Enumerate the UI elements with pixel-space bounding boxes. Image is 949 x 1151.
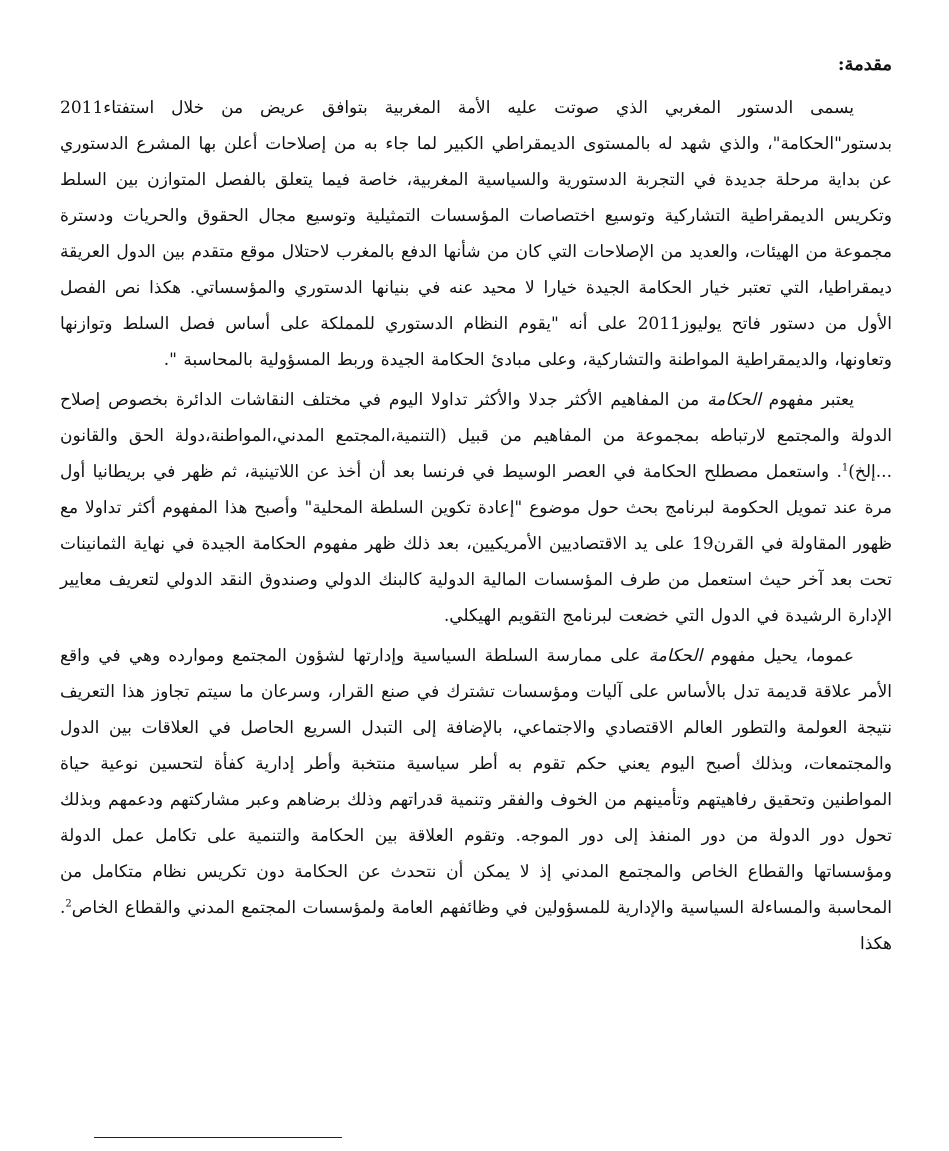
paragraph-3-tail: . هكذا [60, 898, 892, 954]
paragraph-3-lead: عموما، يحيل مفهوم [702, 646, 854, 666]
paragraph-2-term: الحكامة [707, 390, 761, 410]
paragraph-3-term: الحكامة [648, 646, 703, 666]
paragraph-3-body: على ممارسة السلطة السياسية وإدارتها لشؤون المجتمع وموارده وهي في واقع الأمر علاقة قديمة تدل بالأساس على آليات ومؤسسات تشترك في صنع القرار، وسرعان ما سيتم تجاوز هذا التعريف نتيجة العولمة والتطور العالم الاقتصادي والاجتماعي، بالإضافة إلى التبدل السريع الحاصل في العلاقات بين الدول والمجتمعات، وبذلك أصبح اليوم يعني حكم تقوم به أطر سياسية منتخبة وأطر إدارية كفأة لتحسين نوعية حياة المواطنين وتحقيق رفاهيتهم وتأمينهم من الخوف والفقر وتنمية قدراتهم وذلك برضاهم وعبر مشاركتهم ودعمهم وبذلك تحول دور الدولة من دور المنفذ إلى دور الموجه. وتقوم العلاقة بين الحكامة والتنمية على تكامل عمل الدولة ومؤسساتها والقطاع الخاص والمجتمع المدني إذ لا يمكن أن نتحدث عن الحكامة دون تكريس نظام متكامل من المحاسبة والمساءلة السياسية والإدارية للمسؤولين في وظائفهم العامة ولمؤسسات المجتمع المدني والقطاع الخاص [60, 646, 892, 918]
document-page [60, 52, 892, 966]
footnote-divider [94, 1137, 342, 1138]
paragraph-2-tail: . واستعمل مصطلح الحكامة في العصر الوسيط في فرنسا بعد أن أخذ عن اللاتينية، ثم ظهر في بريطانيا أول مرة عند تمويل الحكومة لبرنامج بحث حول موضوع "إعادة تكوين السلطة المحلية" وأصبح هذا المفهوم أكثر تداولا مع ظهور المقاولة في القرن19 على يد الاقتصاديين الأمريكيين، بعد ذلك ظهر مفهوم الحكامة الجيدة في نهاية الثمانينات تحت بعد آخر حيث استعمل من طرف المؤسسات المالية الدولية كالبنك الدولي وصندوق النقد الدولي لتعريف معايير الإدارة الرشيدة في الدول التي خضعت لبرنامج التقويم الهيكلي. [60, 462, 892, 626]
paragraph-2 [60, 382, 892, 634]
paragraph-1: يسمى الدستور المغربي الذي صوتت عليه الأمة المغربية بتوافق عريض من خلال استفتاء2011 بدستور"الحكامة"، والذي شهد له بالمستوى الديمقراطي الكبير لما جاء به من إصلاحات أعلن بها المشرع الدستوري عن بداية مرحلة جديدة في التجربة الدستورية والسياسية المغربية، خاصة فيما يتعلق بالفصل المتوازن بين السلط وتكريس الديمقراطية التشاركية وتوسيع اختصاصات المؤسسات التمثيلية وتوسيع مجال الحقوق والحريات ودسترة مجموعة من الهيئات، والعديد من الإصلاحات التي كان من شأنها الدفع بالمغرب لاحتلال موقع متقدم بين الدول العريقة ديمقراطيا، التي تعتبر خيار الحكامة الجيدة خيارا لا محيد عنه في بنيانها الدستوري والمؤسساتي. هكذا نص الفصل الأول من دستور فاتح يوليوز2011 على أنه "يقوم النظام الدستوري للمملكة على أساس فصل السلط وتوازنها وتعاونها، والديمقراطية المواطنة والتشاركية، وعلى مبادئ الحكامة الجيدة وربط المسؤولية بالمحاسبة ". [60, 98, 892, 370]
footnote-ref-1: 1 [841, 462, 849, 474]
paragraph-2-body: من المفاهيم الأكثر جدلا والأكثر تداولا اليوم في مختلف النقاشات الدائرة بخصوص إصلاح الدولة والمجتمع لارتباطه بمجموعة من المفاهيم من قبيل (التنمية،المجتمع المدني،المواطنة،دولة الحق والقانون ...إلخ) [60, 390, 892, 482]
footnote-ref-2: 2 [65, 898, 72, 910]
section-heading: مقدمة: [837, 54, 892, 75]
paragraph-3 [60, 638, 892, 962]
paragraph-2-lead: يعتبر مفهوم [760, 390, 854, 410]
